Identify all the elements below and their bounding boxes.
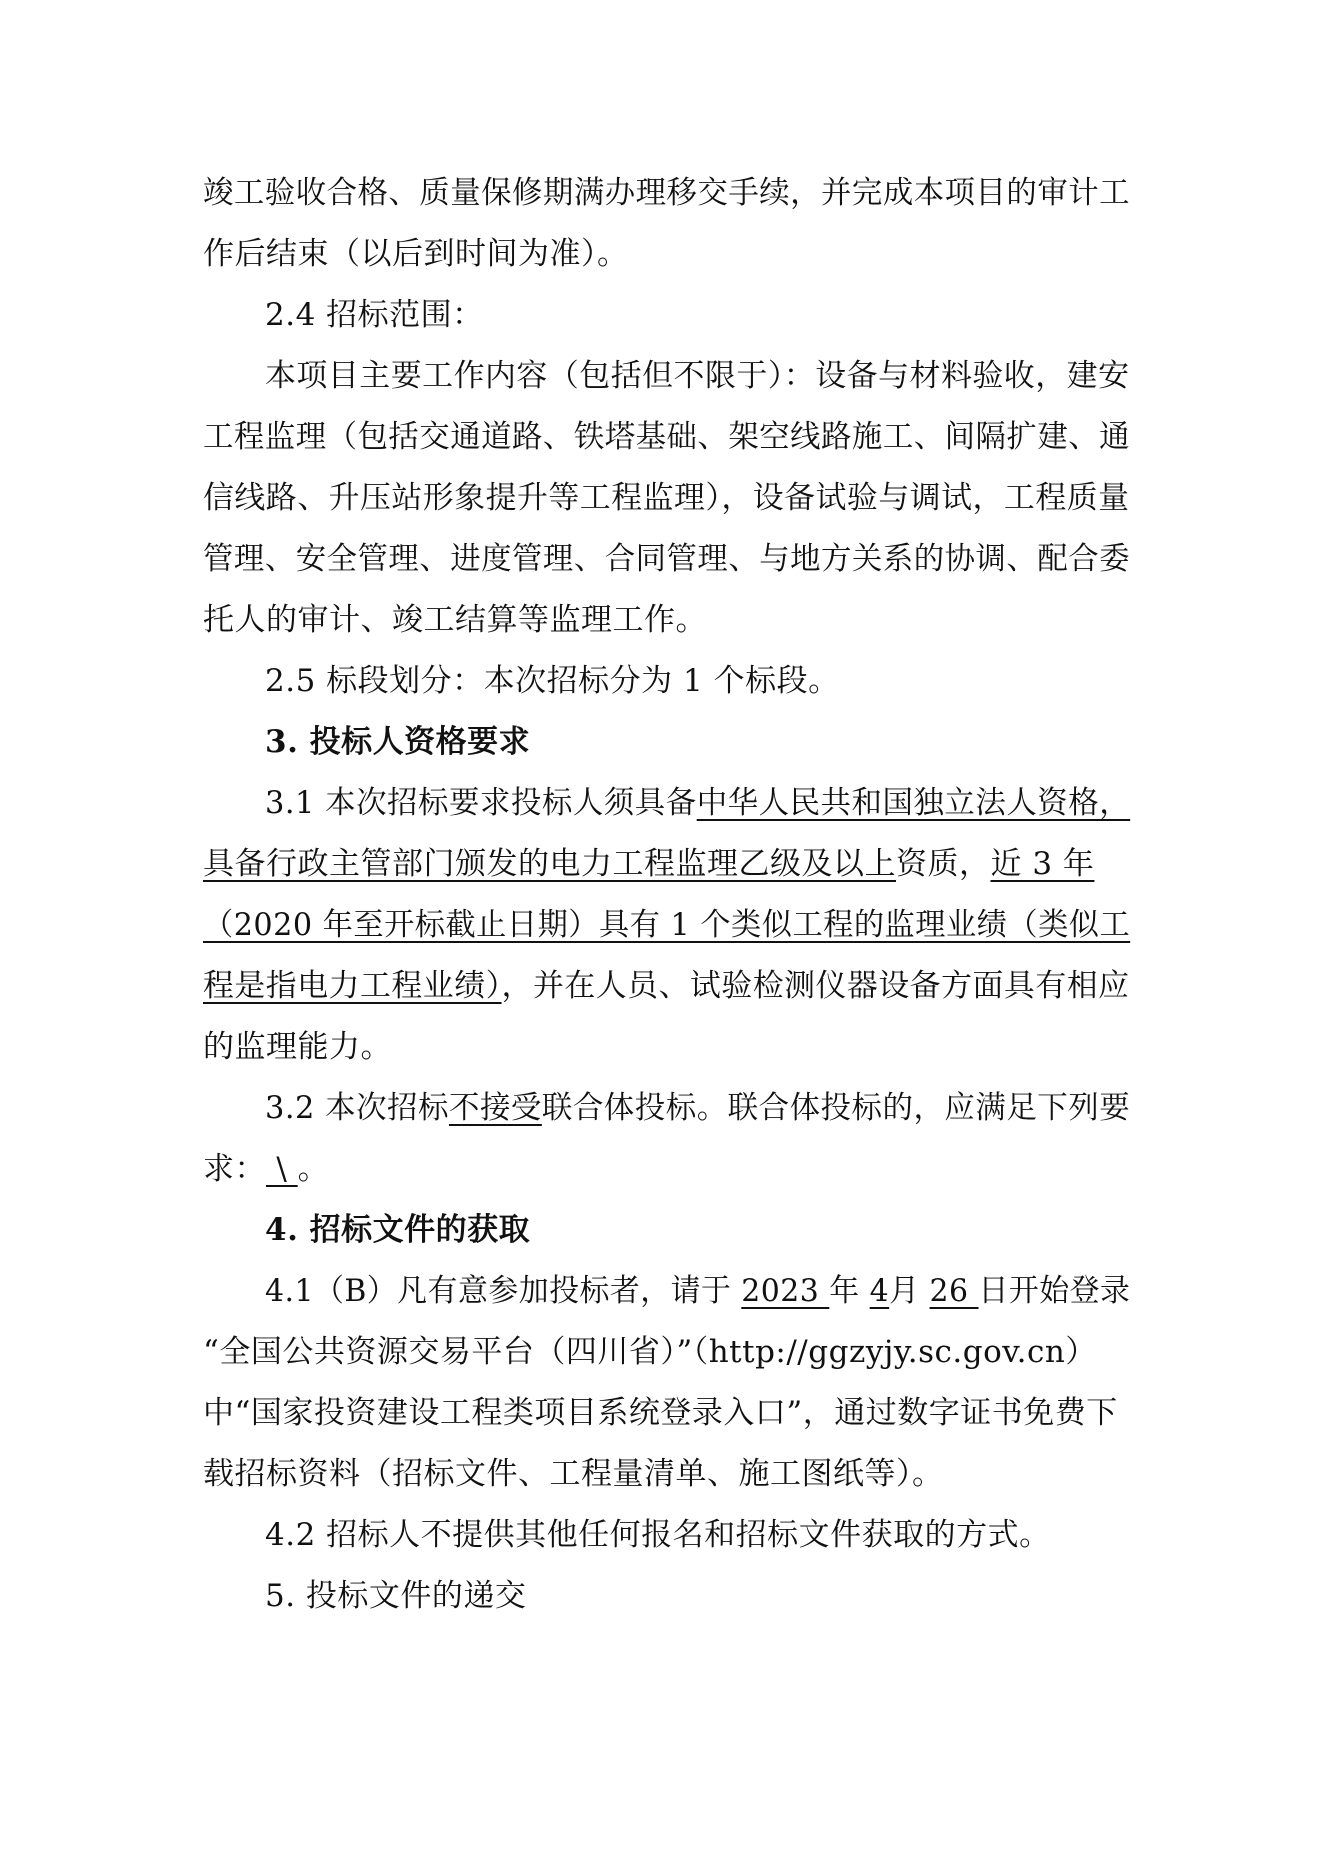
doc-line-21: 中“国家投资建设工程类项目系统登录入口”，通过数字证书免费下 bbox=[203, 1395, 1118, 1431]
doc-line-8: 托人的审计、竣工结算等监理工作。 bbox=[203, 602, 707, 638]
underlined-text: 中华人民共和国独立法人资格， bbox=[696, 785, 1131, 821]
underlined-text: 2023 bbox=[741, 1273, 830, 1309]
doc-line-19: 4.1（B）凡有意参加投标者，请于 2023 年 4月 26 日开始登录 bbox=[265, 1273, 1131, 1309]
underlined-text: 4 bbox=[869, 1273, 890, 1309]
doc-line-13 bbox=[203, 905, 1130, 945]
doc-line-12: 具备行政主管部门颁发的电力工程监理乙级及以上资质，近 3 年 bbox=[203, 846, 1095, 882]
section-heading-4-2: 4.2 招标人不提供其他任何报名和招标文件获取的方式。 bbox=[265, 1517, 1051, 1553]
doc-line-17: 求： \ 。 bbox=[203, 1151, 330, 1187]
doc-line-4: 本项目主要工作内容（包括但不限于）：设备与材料验收，建安 bbox=[265, 358, 1130, 394]
doc-line-15: 的监理能力。 bbox=[203, 1029, 392, 1065]
underlined-text: 程是指电力工程业绩） bbox=[203, 968, 502, 1004]
underlined-text: \ bbox=[266, 1151, 298, 1187]
doc-line-2: 作后结束（以后到时间为准）。 bbox=[203, 236, 629, 272]
doc-line-20: “全国公共资源交易平台（四川省）”（http://ggzyjy.sc.gov.cn） bbox=[203, 1334, 1097, 1370]
section-heading-2-4: 2.4 招标范围： bbox=[265, 297, 484, 333]
section-heading-2-5: 2.5 标段划分：本次招标分为 1 个标段。 bbox=[265, 663, 840, 699]
doc-line-7: 管理、安全管理、进度管理、合同管理、与地方关系的协调、配合委 bbox=[203, 541, 1131, 577]
underlined-text: 26 bbox=[929, 1273, 979, 1309]
section-heading-4: 4. 招标文件的获取 bbox=[265, 1212, 531, 1248]
doc-line-6: 信线路、升压站形象提升等工程监理），设备试验与调试，工程质量 bbox=[203, 480, 1130, 516]
doc-line-5: 工程监理（包括交通道路、铁塔基础、架空线路施工、间隔扩建、通 bbox=[203, 419, 1131, 455]
underlined-text: 不接受 bbox=[448, 1090, 542, 1126]
doc-line-1: 竣工验收合格、质量保修期满办理移交手续，并完成本项目的审计工 bbox=[203, 175, 1131, 211]
underlined-text: （2020 年至开标截止日期）具有 1 个类似工程的监理业绩（类似工 bbox=[203, 907, 1131, 943]
underlined-text: 近 3 年 bbox=[990, 846, 1095, 882]
section-heading-3: 3. 投标人资格要求 bbox=[265, 724, 531, 760]
underlined-text: 具备行政主管部门颁发的电力工程监理乙级及以上 bbox=[203, 846, 896, 882]
section-heading-5: 5. 投标文件的递交 bbox=[265, 1578, 527, 1614]
doc-line-14: 程是指电力工程业绩），并在人员、试验检测仪器设备方面具有相应 bbox=[203, 968, 1130, 1004]
doc-line-22: 载招标资料（招标文件、工程量清单、施工图纸等）。 bbox=[203, 1456, 944, 1492]
doc-line-16: 3.2 本次招标不接受联合体投标。联合体投标的，应满足下列要 bbox=[265, 1090, 1131, 1126]
doc-line-11: 3.1 本次招标要求投标人须具备中华人民共和国独立法人资格， bbox=[265, 785, 1131, 821]
